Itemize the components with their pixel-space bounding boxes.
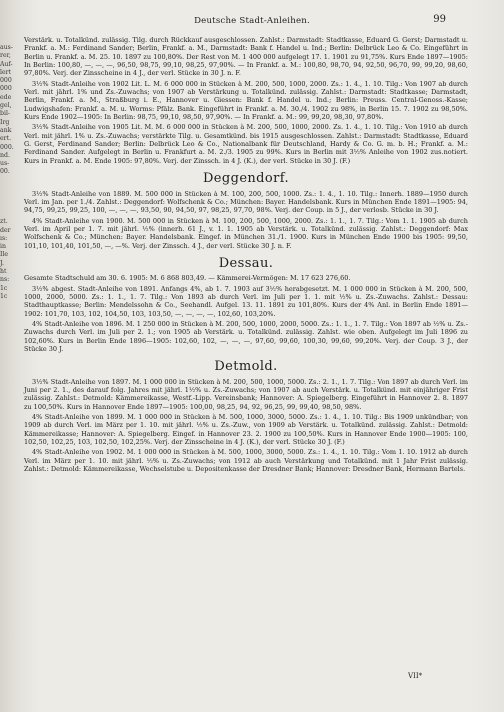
margin-fragment xyxy=(0,202,15,210)
margin-fragment: rer, xyxy=(0,52,11,60)
margin-fragment xyxy=(0,177,15,185)
intro-paragraph: 3½% Stadt-Anleihe von 1902 Lit. L. M. 6 000 000 in Stücken à M. 200, 500, 1000, 2000. Zs.: 1. 4., 1. 10. Tilg.: Von 1907 ab durch Verl. mit jährl. 1% und Zs.-Zuwachs; von 1907 ab Verstärkung u. Totalkünd. zulässig. Zahlst.: Darmstadt: Stadtkasse; Darmstadt, Berlin, Frankf. a. M., Straßburg i. E., Hannover u. Giessen: Bank f. Handel u. Ind.; Berlin: Preuss. Central-Genoss.-Kasse; Ludwigshafen: Frankf. a. M. u. Worms: Pfälz. Bank. Eingeführt in Frankf. a. M. 30./4. 1902 zu 98%, in Berlin 15. 7. 1902 zu 98,50%. Kurs Ende 1902—1905: In Berlin: 98,75, 99,10, 98,50, 97,90%. — In Frankf. a. M.: 99, 99,20, 98,30, 97,80%. xyxy=(24,79,468,122)
section-paragraph: 4% Stadt-Anleihe von 1899. M. 1 000 000 in Stücken à M. 500, 1000, 3000, 5000. Zs.: 1. 4., 1. 10. Tilg.: Bis 1909 unkündbar; von 1909 ab durch Verl. im März per 1. 10. mit jährl. ½% u. Zs.-Zuw., von 1909 ab Verstärk. u. Totalkünd. zulässig. Zahlst.: Detmold: Kämmereikasse; Hannover: A. Spiegelberg. Eingef. in Hannover 23. 2. 1900 zu 100,50%. Kurs in Hannover Ende 1900—1905: 100, 102,50, 102,25, 103, 102,50, 102,25%. Verj. der Zinsscheine in 4 J. (K.), der verl. Stücke 30 J. (F.) xyxy=(24,413,468,447)
printer-signature-mark: VII* xyxy=(408,672,423,680)
page-number: 99 xyxy=(433,14,446,25)
margin-fragment: ıs: xyxy=(0,234,8,242)
section-heading-detmold: Detmold. xyxy=(214,359,278,375)
adjacent-page-margin xyxy=(0,44,15,301)
section-heading-deggendorf: Deggendorf. xyxy=(202,171,290,187)
margin-fragment: aus- xyxy=(0,44,13,51)
section-heading-dessau: Dessau. xyxy=(218,255,274,271)
margin-fragment: us- xyxy=(0,160,10,168)
margin-fragment: zt. xyxy=(0,218,8,226)
margin-fragment: ank xyxy=(0,126,12,134)
margin-fragment: ede xyxy=(0,93,12,101)
margin-fragment: 1c xyxy=(0,292,8,300)
margin-fragment: nd. xyxy=(0,151,10,159)
section-paragraph: 3½% abgest. Stadt-Anleihe von 1891. Anfangs 4%, ab 1. 7. 1903 auf 3½% herabgesetzt. M. 1 000 000 in Stücken à M. 200, 500, 1000, 2000, 5000. Zs.: 1. 1., 1. 7. Tilg.: Von 1893 ab durch Verl. im Juli per 1. 1. mit ½% u. Zs.-Zuwachs. Zahlst.: Dessau: Stadthauptkasse; Berlin: Mendelssohn & Co., Seehandl. Aufgel. 13. 11. 1891 zu 101,80%. Kurs der 4% Anl. in Berlin Ende 1891—1902: 101,70, 103, 102, 104,50, 103, 103,50, —, —, —, —, 102,60, 103,20%. xyxy=(24,284,468,318)
margin-fragment: J. xyxy=(0,259,4,267)
margin-fragment: ht xyxy=(0,268,7,276)
margin-fragment: 000 xyxy=(0,85,12,93)
margin-fragment: ert. xyxy=(0,135,12,143)
margin-fragment: bil- xyxy=(0,110,11,118)
margin-fragment: Irg xyxy=(0,118,10,126)
section-paragraph: 3½% Stadt-Anleihe von 1897. M. 1 000 000 in Stücken à M. 200, 500, 1000, 5000. Zs.: 2. 1., 1. 7. Tilg.: Von 1897 ab durch Verl. im Juni per 2. 1., des darauf folg. Jahres mit jährl. 1½% u. Zs.-Zuwachs; von 1907 ab auch Verstärk. u. Totalkünd. mit einjähriger Frist zulässig. Zahlst.: Detmold: Kämmereikasse, Westf.-Lipp. Vereinsbank; Hannover: A. Spiegelberg. Eingeführt in Hannover 2. 8. 1897 zu 100,50%. Kurs in Hannover Ende 1897—1905: 100,00, 98,25, 94, 92, 96,25, 99, 99,40, 98,50, 98%. xyxy=(24,377,468,411)
running-title: Deutsche Stadt-Anleihen. xyxy=(194,16,310,26)
margin-fragment: Ile xyxy=(0,251,9,259)
margin-fragment xyxy=(0,193,15,201)
margin-fragment: 000. xyxy=(0,143,14,151)
section-paragraph: 4% Stadt-Anleihe von 1900. M. 500 000 in Stücken à M. 100, 200, 500, 1000, 2000. Zs.: 1. 1., 1. 7. Tilg.: Vom 1. 1. 1905 ab durch Verl. im April per 1. 7. mit jährl. ½% (innerh. 61 J., v. 1. 1. 1905 ab Verstärk. u. Totalkünd. zulässig. Zahlst.: Deggendorf: Max Wolfschenk & Co.; München: Bayer. Handelsbank. Eingef. in München 31./1. 1900. Kurs in München Ende 1900 bis 1905: 99,50, 101,10, 101,40, 101,50, —, —%. Verj. der Zinssch. 4 J., der verl. Stücke 30 J. n. F. xyxy=(24,216,468,250)
intro-paragraph: 3½% Stadt-Anleihe von 1905 Lit. M. M. 6 000 000 in Stücken à M. 200, 500, 1000, 2000. Zs. 1. 4., 1. 10. Tilg.: Von 1910 ab durch Verl. mit jährl. 1% u. Zs.-Zuwachs; verstärkte Tilg. u. Gesamtkünd. bis 1915 ausgeschlossen. Zahlst.: Darmstadt: Stadtkasse, Eduard G. Gerst, Ferdinand Sander; Berlin: Delbrück Leo & Co., Nationalbank für Deutschland, Hardy & Co. G. m. b. H.; Frankf. a. M.: Ferdinand Sander. Aufgelegt in Berlin u. Frankfurt a. M. 2./3. 1905 zu 99%. Kurs in Berlin mit 3½% Anleihe von 1902 zus.notiert. Kurs in Frankf. a. M. Ende 1905: 97,80%. Verj. der Zinssch. in 4 J. (K.), der verl. Stücke in 30 J. (F.) xyxy=(24,123,468,165)
margin-fragment: 00. xyxy=(0,168,10,176)
page-body xyxy=(24,36,468,475)
margin-fragment xyxy=(0,185,15,193)
margin-fragment: 1c xyxy=(0,284,8,292)
margin-fragment: Auf- xyxy=(0,60,13,68)
margin-fragment: der xyxy=(0,226,11,234)
margin-fragment: ns: xyxy=(0,276,10,284)
margin-fragment xyxy=(0,210,15,218)
section-paragraph: 4% Stadt-Anleihe von 1896. M. 1 250 000 in Stücken à M. 200, 500, 1000, 2000, 5000. Zs.: 1. 1., 1. 7. Tilg.: Von 1897 ab ½% u. Zs.-Zuwachs durch Verl. im Juli per 2. 1.; von 1905 ab Verstärk. u. Totalkünd. zulässig. Zahlst. wie oben. Aufgelegt im Juli 1896 zu 102,60%. Kurs in Berlin Ende 1896—1905: 102,60, 102, —, —, —, 97,60, 99,60, 100,30, 99,60, 99,20%. Verj. der Coup. 3 J., der Stücke 30 J. xyxy=(24,319,468,353)
margin-fragment: gel, xyxy=(0,102,12,110)
margin-fragment: in xyxy=(0,243,6,251)
margin-fragment: lert xyxy=(0,68,12,76)
section-paragraph: 3½% Stadt-Anleihe von 1889. M. 500 000 in Stücken à M. 100, 200, 500, 1000. Zs.: 1. 4., 1. 10. Tilg.: Innerh. 1889—1950 durch Verl. im Jan. per 1./4. Zahlst.: Deggendorf: Wolfschenk & Co.; München: Bayer. Handelsbank. Kurs in München Ende 1891—1905: 94, 94,75, 99,25, 99,25, 100, —, —, —, 93,50, 90, 94,50, 97, 98,25, 97,70, 98%. Verj. der Coup. in 5 J., der verlosb. Stücke in 30 J. xyxy=(24,189,468,215)
section-paragraph: Gesamte Stadtschuld am 30. 6. 1905: M. 6 868 803,49. — Kämmerei-Vermögen: M. 17 623 276,60. xyxy=(24,274,351,283)
section-paragraph: 4% Stadt-Anleihe von 1902. M. 1 000 000 in Stücken à M. 500, 1000, 3000, 5000. Zs.: 1. 4., 1. 10. Tilg.: Vom 1. 10. 1912 ab durch Verl. im März per 1. 10. mit jährl. ½% u. Zs.-Zuwachs; von 1912 ab auch Verstärkung und Totalkünd. mit 1 Jahr Frist zulässig. Zahlst.: Detmold: Kämmereikasse, Wechselstube u. Depositenkasse der Dresdner Bank; Hannover: Dresdner Bank, Hermann Bartels. xyxy=(24,448,468,474)
margin-fragment: 000 xyxy=(0,77,12,85)
intro-paragraph: Verstärk. u. Totalkünd. zulässig. Tilg. durch Rückkauf ausgeschlossen. Zahlst.: Darmstadt: Stadtkasse, Eduard G. Gerst; Darmstadt u. Frankf. a. M.: Ferdinand Sander; Berlin, Frankf. a. M., Darmstadt: Bank f. Handel u. Ind.; Berlin: Delbrück Leo & Co. Eingeführt in Berlin u. Frankf. a. M. 25. 10. 1897 zu 100,80%. Der Rest von M. 1 400 000 aufgelegt 17. 1. 1901 zu 91,75%. Kurs Ende 1897—1905: In Berlin: 100,80, —, —, —, 96,50, 98,75, 99,10, 98,25, 97,90%. — In Frankf. a. M.: 100,80, 98,70, 94, 92,50, 96,70, 99, 99,20, 98,60, 97,80%. Verj. der Zinsscheine in 4 J., der verl. Stücke in 30 J. n. F. xyxy=(24,36,468,78)
